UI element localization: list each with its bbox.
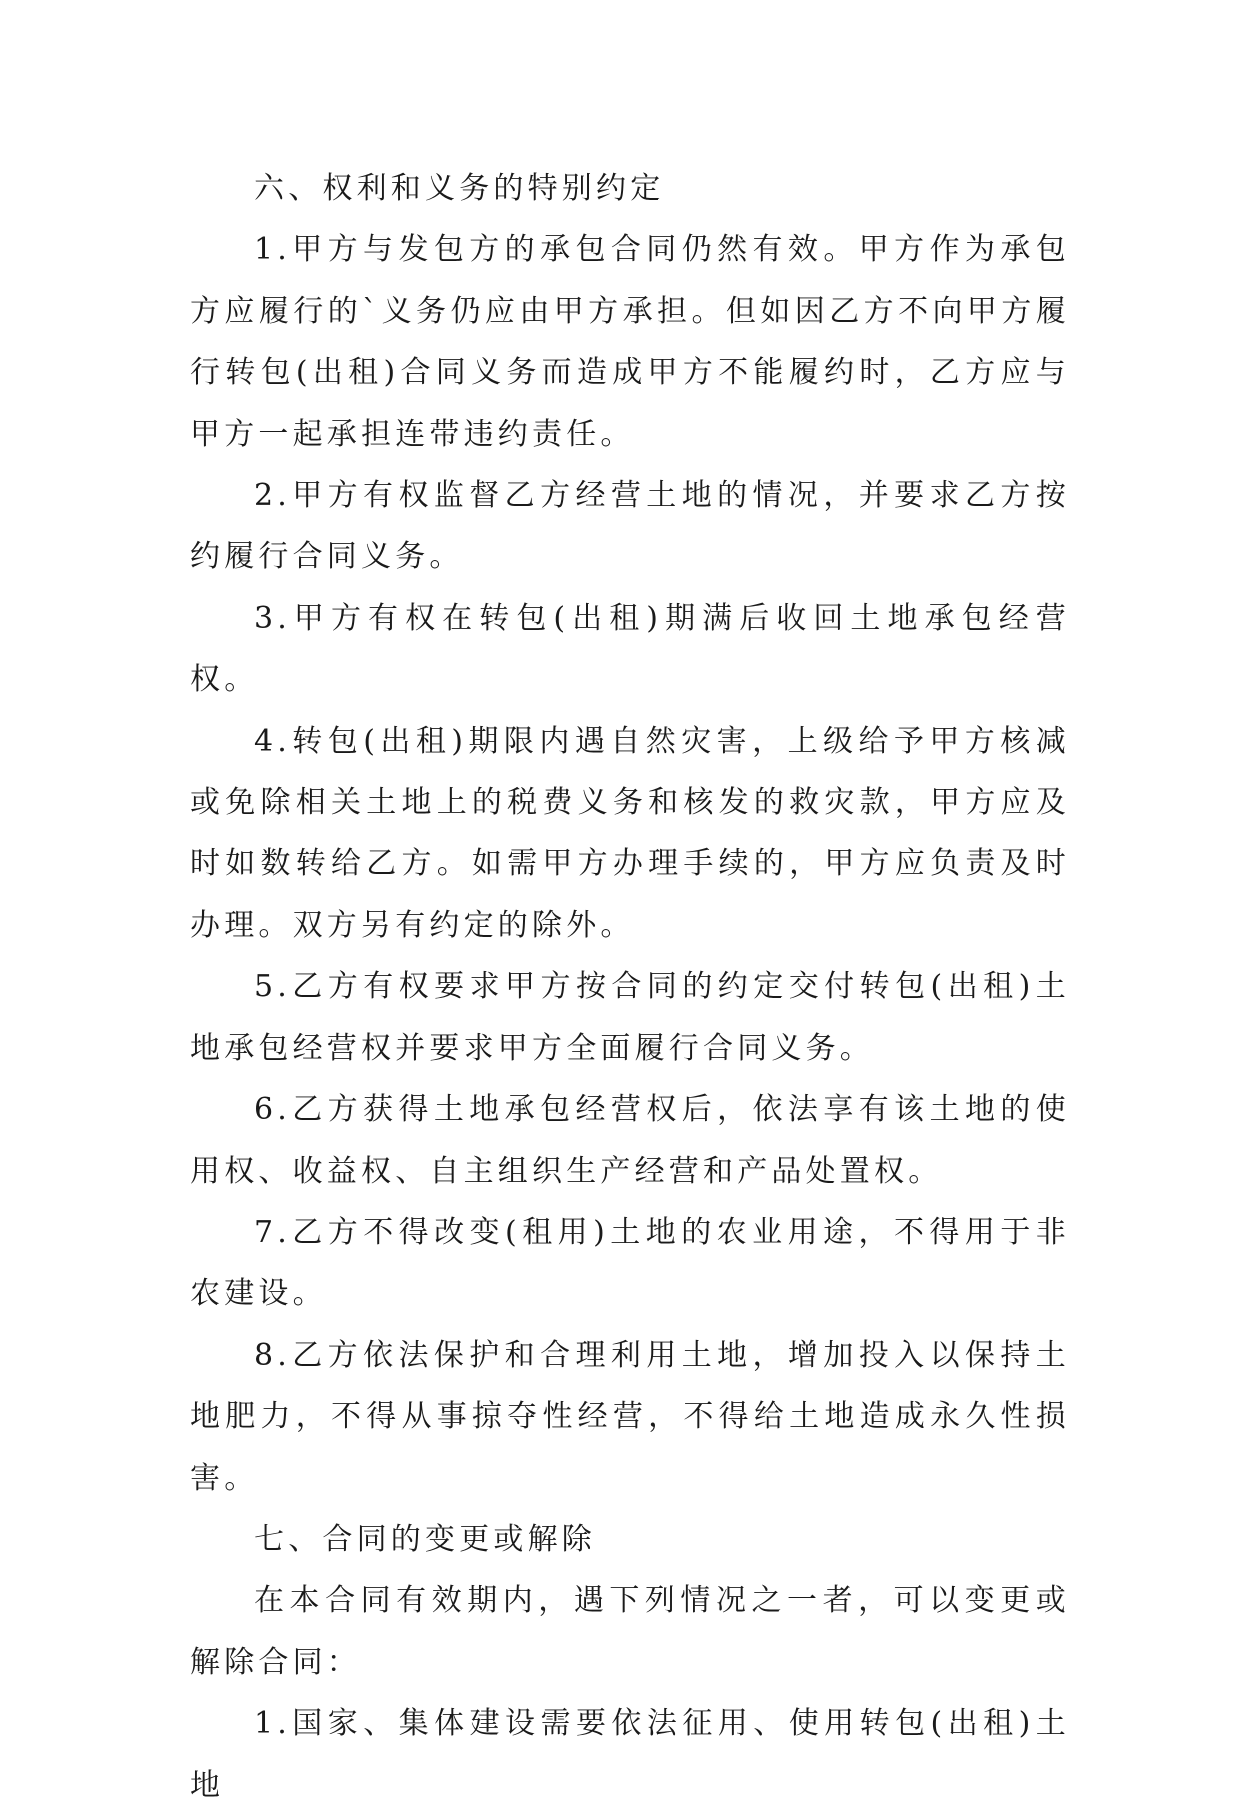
clause-5-paragraph: 5.乙方有权要求甲方按合同的约定交付转包(出租)土地承包经营权并要求甲方全面履行合同义务。: [190, 969, 1070, 1066]
section-heading-rights-obligations: 六、权利和义务的特别约定: [254, 171, 665, 206]
clause-4-paragraph: 4.转包(出租)期限内遇自然灾害，上级给予甲方核减或免除相关土地上的税费义务和核发的救灾款，甲方应及时如数转给乙方。如需甲方办理手续的，甲方应负责及时办理。双方另有约定的除外。: [190, 723, 1070, 943]
change-clause-1-paragraph: 1.国家、集体建设需要依法征用、使用转包(出租)土地: [190, 1706, 1070, 1803]
clause-6-paragraph: 6.乙方获得土地承包经营权后，依法享有该土地的使用权、收益权、自主组织生产经营和产品处置权。: [190, 1092, 1070, 1189]
change-intro-paragraph: 在本合同有效期内，遇下列情况之一者，可以变更或解除合同：: [190, 1583, 1070, 1680]
clause-1-paragraph: 1.甲方与发包方的承包合同仍然有效。甲方作为承包方应履行的`义务仍应由甲方承担。但如因乙方不向甲方履行转包(出租)合同义务而造成甲方不能履约时，乙方应与甲方一起承担连带违约责任。: [190, 232, 1070, 452]
clause-3-paragraph: 3.甲方有权在转包(出租)期满后收回土地承包经营权。: [190, 600, 1070, 698]
section-heading-change-termination: 七、合同的变更或解除: [254, 1521, 596, 1557]
document-body: [190, 158, 1070, 1816]
clause-2-paragraph: 2.甲方有权监督乙方经营土地的情况，并要求乙方按约履行合同义务。: [190, 478, 1070, 575]
clause-7-paragraph: 7.乙方不得改变(租用)土地的农业用途，不得用于非农建设。: [190, 1214, 1070, 1312]
clause-8-paragraph: 8.乙方依法保护和合理利用土地，增加投入以保持土地肥力，不得从事掠夺性经营，不得给土地造成永久性损害。: [190, 1337, 1070, 1496]
